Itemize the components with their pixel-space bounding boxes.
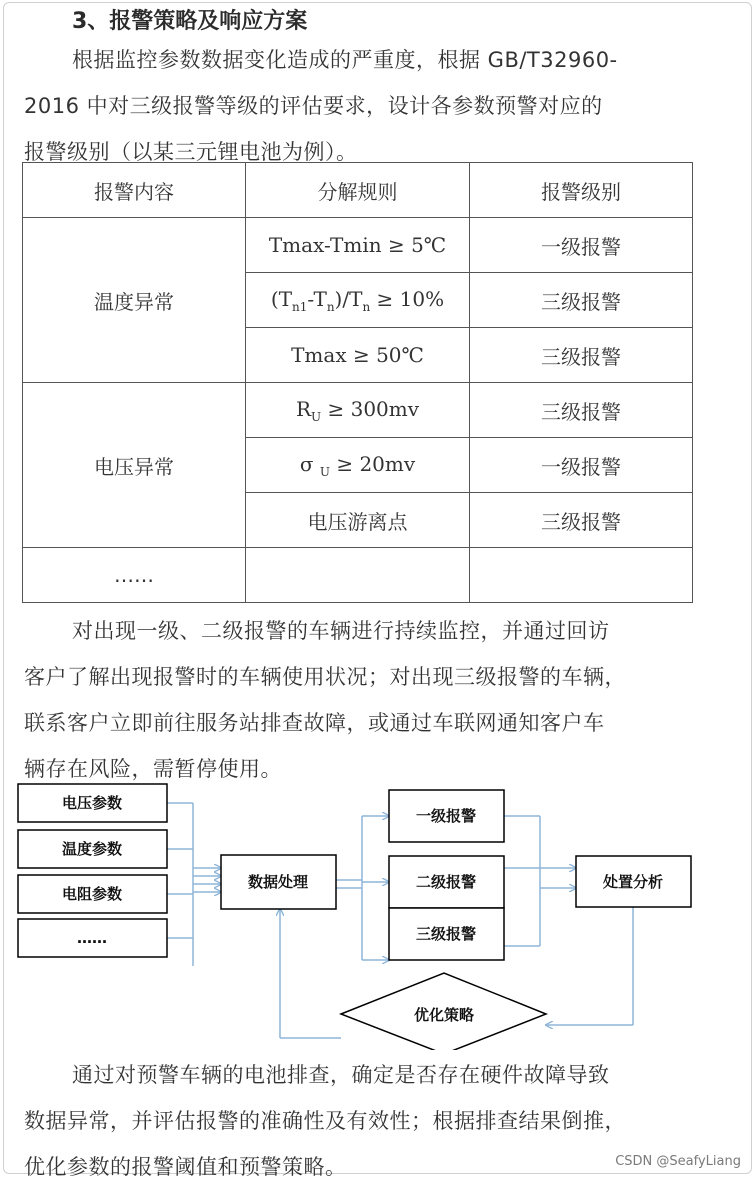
rule-cell: $(T_{n1}-T_n)/T_n \ge 10\%$ [246, 273, 470, 328]
watermark: CSDN @SeafyLiang [615, 1154, 741, 1169]
intro-line: 报警级别（以某三元锂电池为例）。 [24, 140, 358, 164]
table-header-row [23, 163, 693, 218]
section-heading: 3、报警策略及响应方案 [72, 9, 308, 34]
level-cell: 一级报警 [470, 438, 693, 493]
table-header-cell: 报警级别 [470, 163, 693, 218]
conclusion-line: 优化参数的报警阈值和预警策略。 [24, 1155, 347, 1179]
alarm-label: 一级报警 [415, 807, 477, 825]
processing-label: 数据处理 [247, 873, 309, 891]
input-label: 电压参数 [61, 794, 123, 812]
input-label: 电阻参数 [61, 885, 123, 903]
alarm-flowchart [0, 770, 755, 1050]
response-paragraph [24, 608, 696, 792]
intro-line: 根据监控参数数据变化造成的严重度，根据 GB/T32960- [72, 48, 618, 72]
table-row [23, 383, 693, 438]
response-line: 对出现一级、二级报警的车辆进行持续监控，并通过回访 [72, 619, 610, 643]
empty-cell [470, 548, 693, 603]
analysis-label: 处置分析 [602, 873, 664, 891]
response-line: 联系客户立即前往服务站排查故障，或通过车联网通知客户车 [24, 711, 605, 735]
rule-cell: Tmax-Tmin ≥ 5℃ [246, 218, 470, 273]
rule-cell: Tmax ≥ 50℃ [246, 328, 470, 383]
level-cell: 三级报警 [470, 493, 693, 548]
input-label: 温度参数 [61, 840, 123, 858]
conclusion-line: 通过对预警车辆的电池排查，确定是否存在硬件故障导致 [72, 1063, 610, 1087]
level-cell: 一级报警 [470, 218, 693, 273]
empty-cell [246, 548, 470, 603]
level-cell: 三级报警 [470, 273, 693, 328]
rule-cell: 电压游离点 [246, 493, 470, 548]
table-row [23, 218, 693, 273]
alarm-label: 二级报警 [415, 873, 477, 891]
conclusion-paragraph [24, 1052, 696, 1190]
ellipsis-cell: …… [23, 548, 246, 603]
alarm-label: 三级报警 [415, 925, 477, 943]
level-cell: 三级报警 [470, 328, 693, 383]
alarm-content-cell: 电压异常 [23, 383, 246, 548]
table-header-cell: 分解规则 [246, 163, 470, 218]
rule-cell: $R_U \ge 300mv$ [246, 383, 470, 438]
response-line: 客户了解出现报警时的车辆使用状况；对出现三级报警的车辆， [24, 665, 626, 689]
table-header-cell: 报警内容 [23, 163, 246, 218]
response-line: 辆存在风险，需暂停使用。 [24, 757, 282, 781]
input-label: …… [77, 929, 107, 947]
intro-line: 2016 中对三级报警等级的评估要求，设计各参数预警对应的 [24, 94, 603, 118]
table-row [23, 548, 693, 603]
alarm-level-table [22, 162, 693, 603]
conclusion-line: 数据异常，并评估报警的准确性及有效性；根据排查结果倒推， [24, 1109, 626, 1133]
level-cell: 三级报警 [470, 383, 693, 438]
optimization-label: 优化策略 [413, 1006, 475, 1024]
alarm-content-cell: 温度异常 [23, 218, 246, 383]
rule-cell: σ $_U$ ≥ 20mv [246, 438, 470, 493]
intro-paragraph [24, 37, 696, 175]
